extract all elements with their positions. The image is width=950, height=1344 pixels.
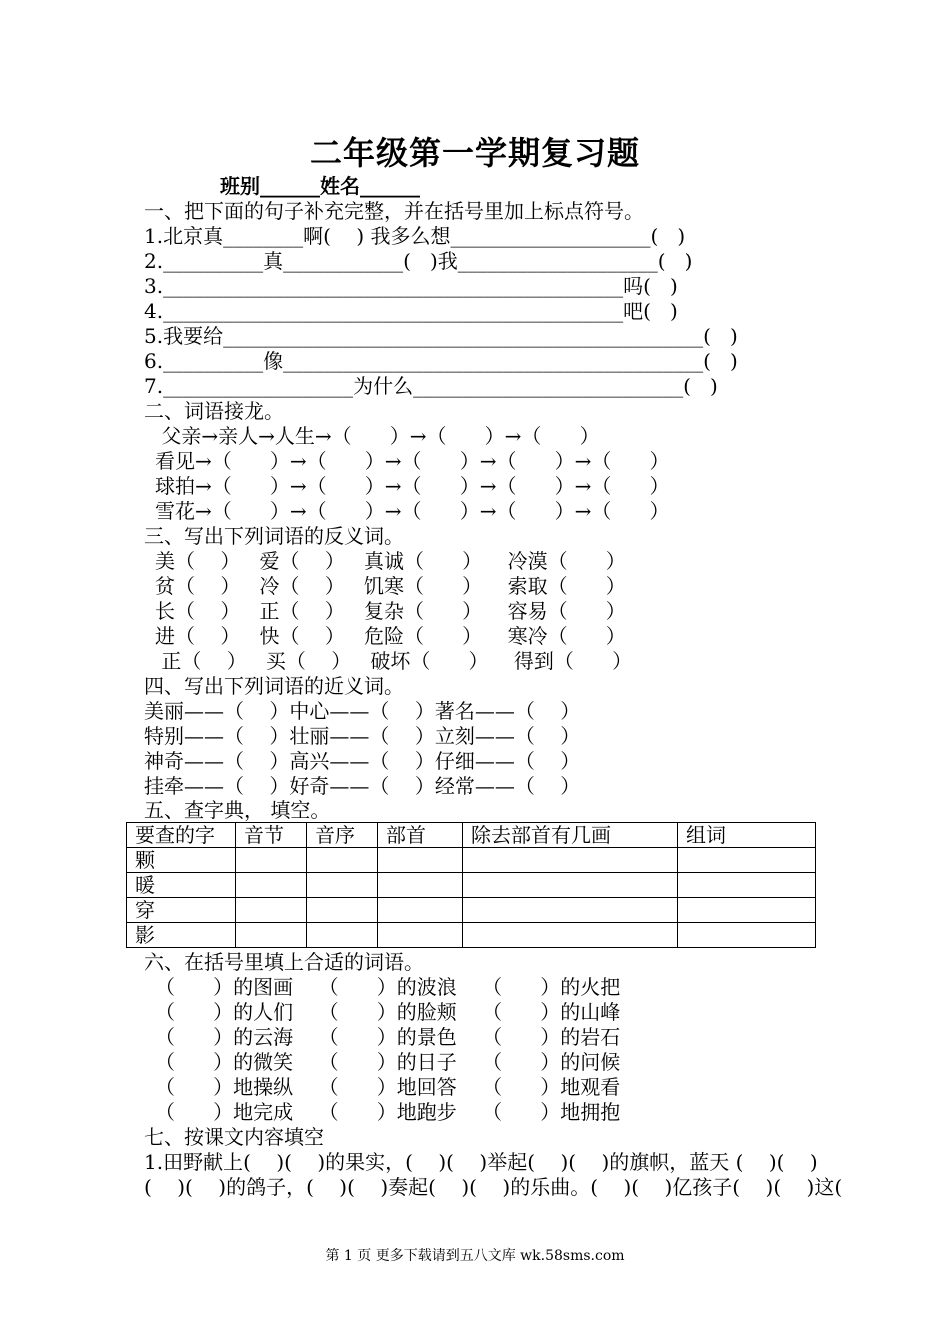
table-cell-blank — [378, 898, 463, 923]
table-cell-blank — [678, 923, 816, 948]
table-cell-char: 穿 — [127, 898, 236, 923]
s6-line-1: （ ）的图画 （ ）的波浪 （ ）的火把 — [155, 975, 621, 999]
table-cell-blank — [307, 898, 378, 923]
table-cell-blank — [378, 848, 463, 873]
s6-line-4: （ ）的微笑 （ ）的日子 （ ）的问候 — [155, 1050, 621, 1074]
s3-line-1: 美（ ） 爱（ ） 真诚（ ） 冷漠（ ） — [155, 549, 626, 573]
section-7-heading: 七、按课文内容填空 — [144, 1125, 324, 1149]
table-cell-blank — [307, 848, 378, 873]
s1-line-2: 2.__________真____________( )我____________________( ) — [144, 249, 693, 273]
s1-line-4: 4.______________________________________________吧( ) — [144, 299, 678, 323]
column-header: 音序 — [307, 823, 378, 848]
table-cell-blank — [307, 923, 378, 948]
table-cell-blank — [236, 848, 307, 873]
s2-line-4: 雪花→（ ）→（ ）→（ ）→（ ）→（ ） — [155, 499, 670, 523]
table-row — [127, 923, 816, 948]
table-cell-blank — [307, 873, 378, 898]
table-cell-blank — [463, 923, 678, 948]
section-3-heading: 三、写出下列词语的反义词。 — [144, 524, 404, 548]
table-cell-blank — [236, 873, 307, 898]
s1-line-7: 7.___________________为什么___________________________( ) — [144, 374, 718, 398]
section-6-heading: 六、在括号里填上合适的词语。 — [144, 950, 424, 974]
table-cell-blank — [463, 873, 678, 898]
section-1-heading: 一、把下面的句子补充完整，并在括号里加上标点符号。 — [144, 199, 644, 223]
s3-line-5: 正（ ） 买（ ） 破坏（ ） 得到（ ） — [155, 649, 633, 673]
table-cell-blank — [463, 898, 678, 923]
table-cell-char: 颗 — [127, 848, 236, 873]
column-header: 音节 — [236, 823, 307, 848]
s1-line-1: 1.北京真________啊( ) 我多么想____________________( ) — [144, 224, 686, 248]
s3-line-2: 贫（ ） 冷（ ） 饥寒（ ） 索取（ ） — [155, 574, 626, 598]
table-cell-blank — [378, 923, 463, 948]
s6-line-5: （ ）地操纵 （ ）地回答 （ ）地观看 — [155, 1075, 621, 1099]
table-cell-char: 暖 — [127, 873, 236, 898]
s6-line-3: （ ）的云海 （ ）的景色 （ ）的岩石 — [155, 1025, 621, 1049]
table-cell-blank — [236, 923, 307, 948]
table-cell-blank — [378, 873, 463, 898]
section-5-heading: 五、查字典， 填空。 — [144, 798, 331, 822]
table-row — [127, 848, 816, 873]
table-cell-blank — [678, 898, 816, 923]
s2-line-3: 球拍→（ ）→（ ）→（ ）→（ ）→（ ） — [155, 474, 670, 498]
column-header: 要查的字 — [127, 823, 236, 848]
table-cell-char: 影 — [127, 923, 236, 948]
column-header: 部首 — [378, 823, 463, 848]
section-4-heading: 四、写出下列词语的近义词。 — [144, 674, 404, 698]
table-header-row — [127, 823, 816, 848]
s2-line-2: 看见→（ ）→（ ）→（ ）→（ ）→（ ） — [155, 449, 670, 473]
s3-line-4: 进（ ） 快（ ） 危险（ ） 寒冷（ ） — [155, 624, 626, 648]
s4-line-1: 美丽——（ ）中心——（ ）著名——（ ） — [144, 699, 581, 723]
table-cell-blank — [463, 848, 678, 873]
column-header: 组词 — [678, 823, 816, 848]
table-cell-blank — [678, 873, 816, 898]
s6-line-6: （ ）地完成 （ ）地跑步 （ ）地拥抱 — [155, 1100, 621, 1124]
s3-line-3: 长（ ） 正（ ） 复杂（ ） 容易（ ） — [155, 599, 626, 623]
page-footer: 第 1 页 更多下载请到五八文库 wk.58sms.com — [325, 1248, 625, 1264]
dictionary-table — [126, 822, 816, 948]
s1-line-5: 5.我要给________________________________________________( ) — [144, 324, 738, 348]
column-header: 除去部首有几画 — [463, 823, 678, 848]
s4-line-3: 神奇——（ ）高兴——（ ）仔细——（ ） — [144, 749, 581, 773]
table-cell-blank — [236, 898, 307, 923]
table-row — [127, 898, 816, 923]
s6-line-2: （ ）的人们 （ ）的脸颊 （ ）的山峰 — [155, 1000, 621, 1024]
section-2-heading: 二、词语接龙。 — [144, 399, 284, 423]
page-title: 二年级第一学期复习题 — [309, 134, 640, 172]
s1-line-6: 6.__________像__________________________________________( ) — [144, 349, 738, 373]
table-cell-blank — [678, 848, 816, 873]
table-row — [127, 873, 816, 898]
s2-line-1: 父亲→亲人→人生→（ ）→（ ）→（ ） — [155, 424, 600, 448]
s1-line-3: 3.______________________________________________吗( ) — [144, 274, 678, 298]
s4-line-4: 挂牵——（ ）好奇——（ ）经常——（ ） — [144, 774, 581, 798]
s4-line-2: 特别——（ ）壮丽——（ ）立刻——（ ） — [144, 724, 581, 748]
class-name-line: 班别______姓名______ — [220, 174, 420, 198]
s7-line-1: 1.田野献上( )( )的果实，( )( )举起( )( )的旗帜，蓝天 ( )( ) — [144, 1150, 818, 1174]
s7-line-2: ( )( )的鸽子，( )( )奏起( )( )的乐曲。( )( )亿孩子( )( )这( — [144, 1175, 843, 1199]
